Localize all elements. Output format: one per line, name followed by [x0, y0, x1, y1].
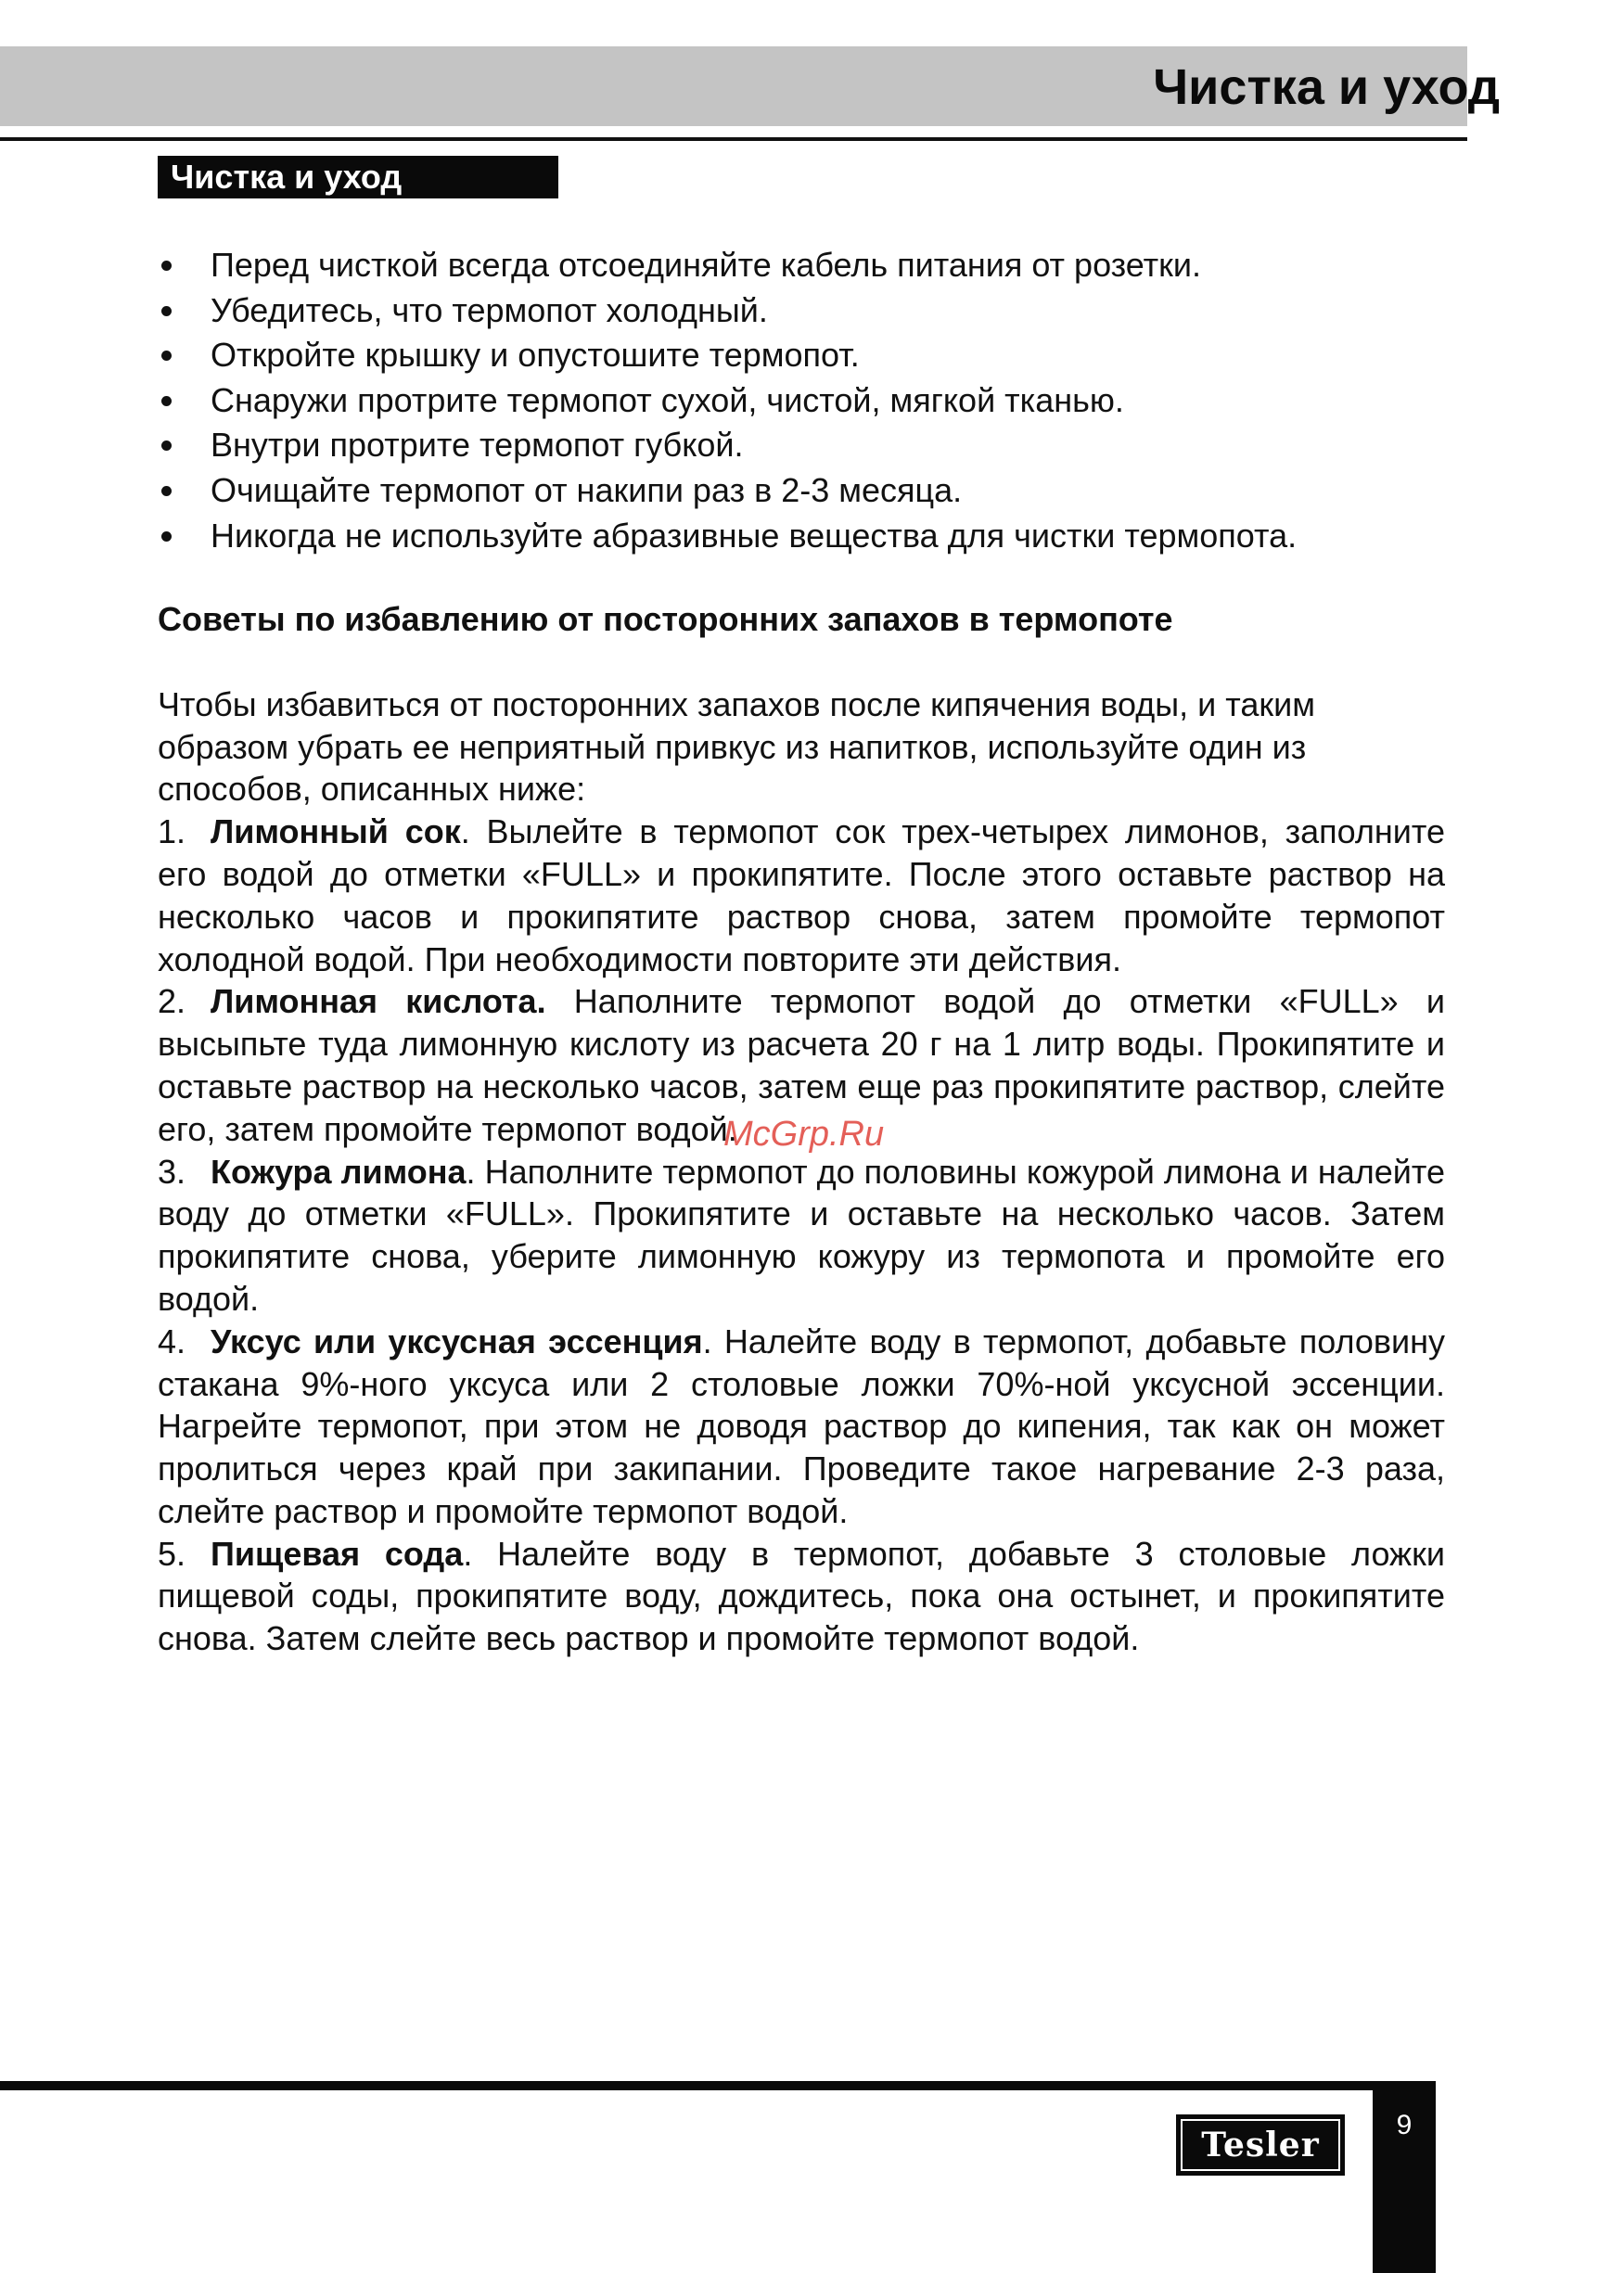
method-title: Лимонная кислота. [211, 982, 546, 1021]
bullet-text: Внутри протрите термопот губкой. [211, 426, 744, 465]
method-lemon-juice [158, 811, 1445, 980]
list-item [158, 378, 1445, 424]
method-number: 5. [158, 1534, 186, 1573]
header-divider [0, 137, 1467, 141]
watermark: McGrp.Ru [723, 1115, 885, 1154]
bullet-text: Очищайте термопот от накипи раз в 2-3 месяца. [211, 470, 963, 509]
method-text: Наполните термопот водой до отметки «FULL» и высыпьте туда лимонную кислоту из расчета 20 г на 1 литр воды. Прокипятите и оставьте раствор на несколько часов, затем еще раз прокипятите раствор, слейте его, затем промойте термопот водой. [158, 982, 1445, 1148]
bullet-text: Убедитесь, что термопот холодный. [211, 290, 768, 329]
method-title: Уксус или уксусная эссенция [211, 1322, 703, 1360]
list-item [158, 288, 1445, 334]
page-number: 9 [1396, 2110, 1413, 2140]
list-item [158, 243, 1445, 288]
section-label: Чистка и уход [158, 156, 558, 198]
bullet-text: Перед чисткой всегда отсоединяйте кабель питания от розетки. [211, 246, 1201, 284]
method-text: . Налейте воду в термопот, добавьте половину стакана 9%-ного уксуса или 2 столовые ложки 70%-ной уксусной эссенции. Нагрейте термопот, при этом не доводя раствор до кипения, так как он может пролиться через край при закипании. Проведите такое нагревание 2-3 раза, слейте раствор и промойте термопот водой. [158, 1322, 1445, 1530]
method-text: . Наполните термопот до половины кожурой лимона и налейте воду до отметки «FULL». Прокипятите и оставьте на несколько часов. Затем прокипятите снова, уберите лимонную кожуру из термопота и промойте его водой. [158, 1152, 1446, 1318]
method-vinegar [158, 1321, 1445, 1533]
method-title: Пищевая сода [211, 1534, 464, 1573]
method-baking-soda [158, 1533, 1445, 1660]
method-number: 1. [158, 812, 186, 851]
list-item [158, 468, 1445, 514]
method-text: . Вылейте в термопот сок трех-четырех лимонов, заполните его водой до отметки «FULL» и прокипятите. После этого оставьте раствор на несколько часов и прокипятите раствор снова, затем промойте термопот холодной водой. При необходимости повторите эти действия. [158, 812, 1445, 978]
bullet-icon [161, 396, 172, 406]
method-text: . Налейте воду в термопот, добавьте 3 столовые ложки пищевой соды, прокипятите воду, дождитесь, пока она остынет, и прокипятите снова. Затем слейте весь раствор и промойте термопот водой. [158, 1534, 1446, 1658]
method-number: 4. [158, 1322, 186, 1360]
bullet-icon [161, 306, 172, 316]
method-title: Кожура лимона [211, 1152, 467, 1191]
cleaning-bullet-list [158, 243, 1445, 558]
bullet-text: Снаружи протрите термопот сухой, чистой, мягкой тканью. [211, 380, 1124, 419]
footer-divider [0, 2081, 1436, 2090]
method-number: 3. [158, 1152, 186, 1191]
tesler-logo [1176, 2114, 1345, 2176]
method-number: 2. [158, 982, 186, 1021]
intro-paragraph: Чтобы избавиться от посторонних запахов после кипячения воды, и таким образом убрать ее неприятный привкус из напитков, используйте один из способов, описанных ниже: [158, 684, 1315, 809]
bullet-text: Откройте крышку и опустошите термопот. [211, 336, 860, 375]
odor-tips-heading: Советы по избавлению от посторонних запахов в термопоте [158, 600, 1173, 639]
brand-logo-text: Tesler [1181, 2119, 1340, 2171]
list-item [158, 423, 1445, 468]
list-item [158, 514, 1445, 559]
list-item [158, 333, 1445, 378]
main-content [158, 243, 1445, 1660]
bullet-icon [161, 261, 172, 271]
bullet-icon [161, 441, 172, 451]
method-title: Лимонный сок [211, 812, 461, 851]
bullet-icon [161, 351, 172, 361]
bullet-text: Никогда не используйте абразивные вещества для чистки термопота. [211, 516, 1298, 555]
page-title: Чистка и уход [1153, 59, 1500, 115]
bullet-icon [161, 486, 172, 496]
method-lemon-peel [158, 1151, 1445, 1321]
bullet-icon [161, 531, 172, 542]
